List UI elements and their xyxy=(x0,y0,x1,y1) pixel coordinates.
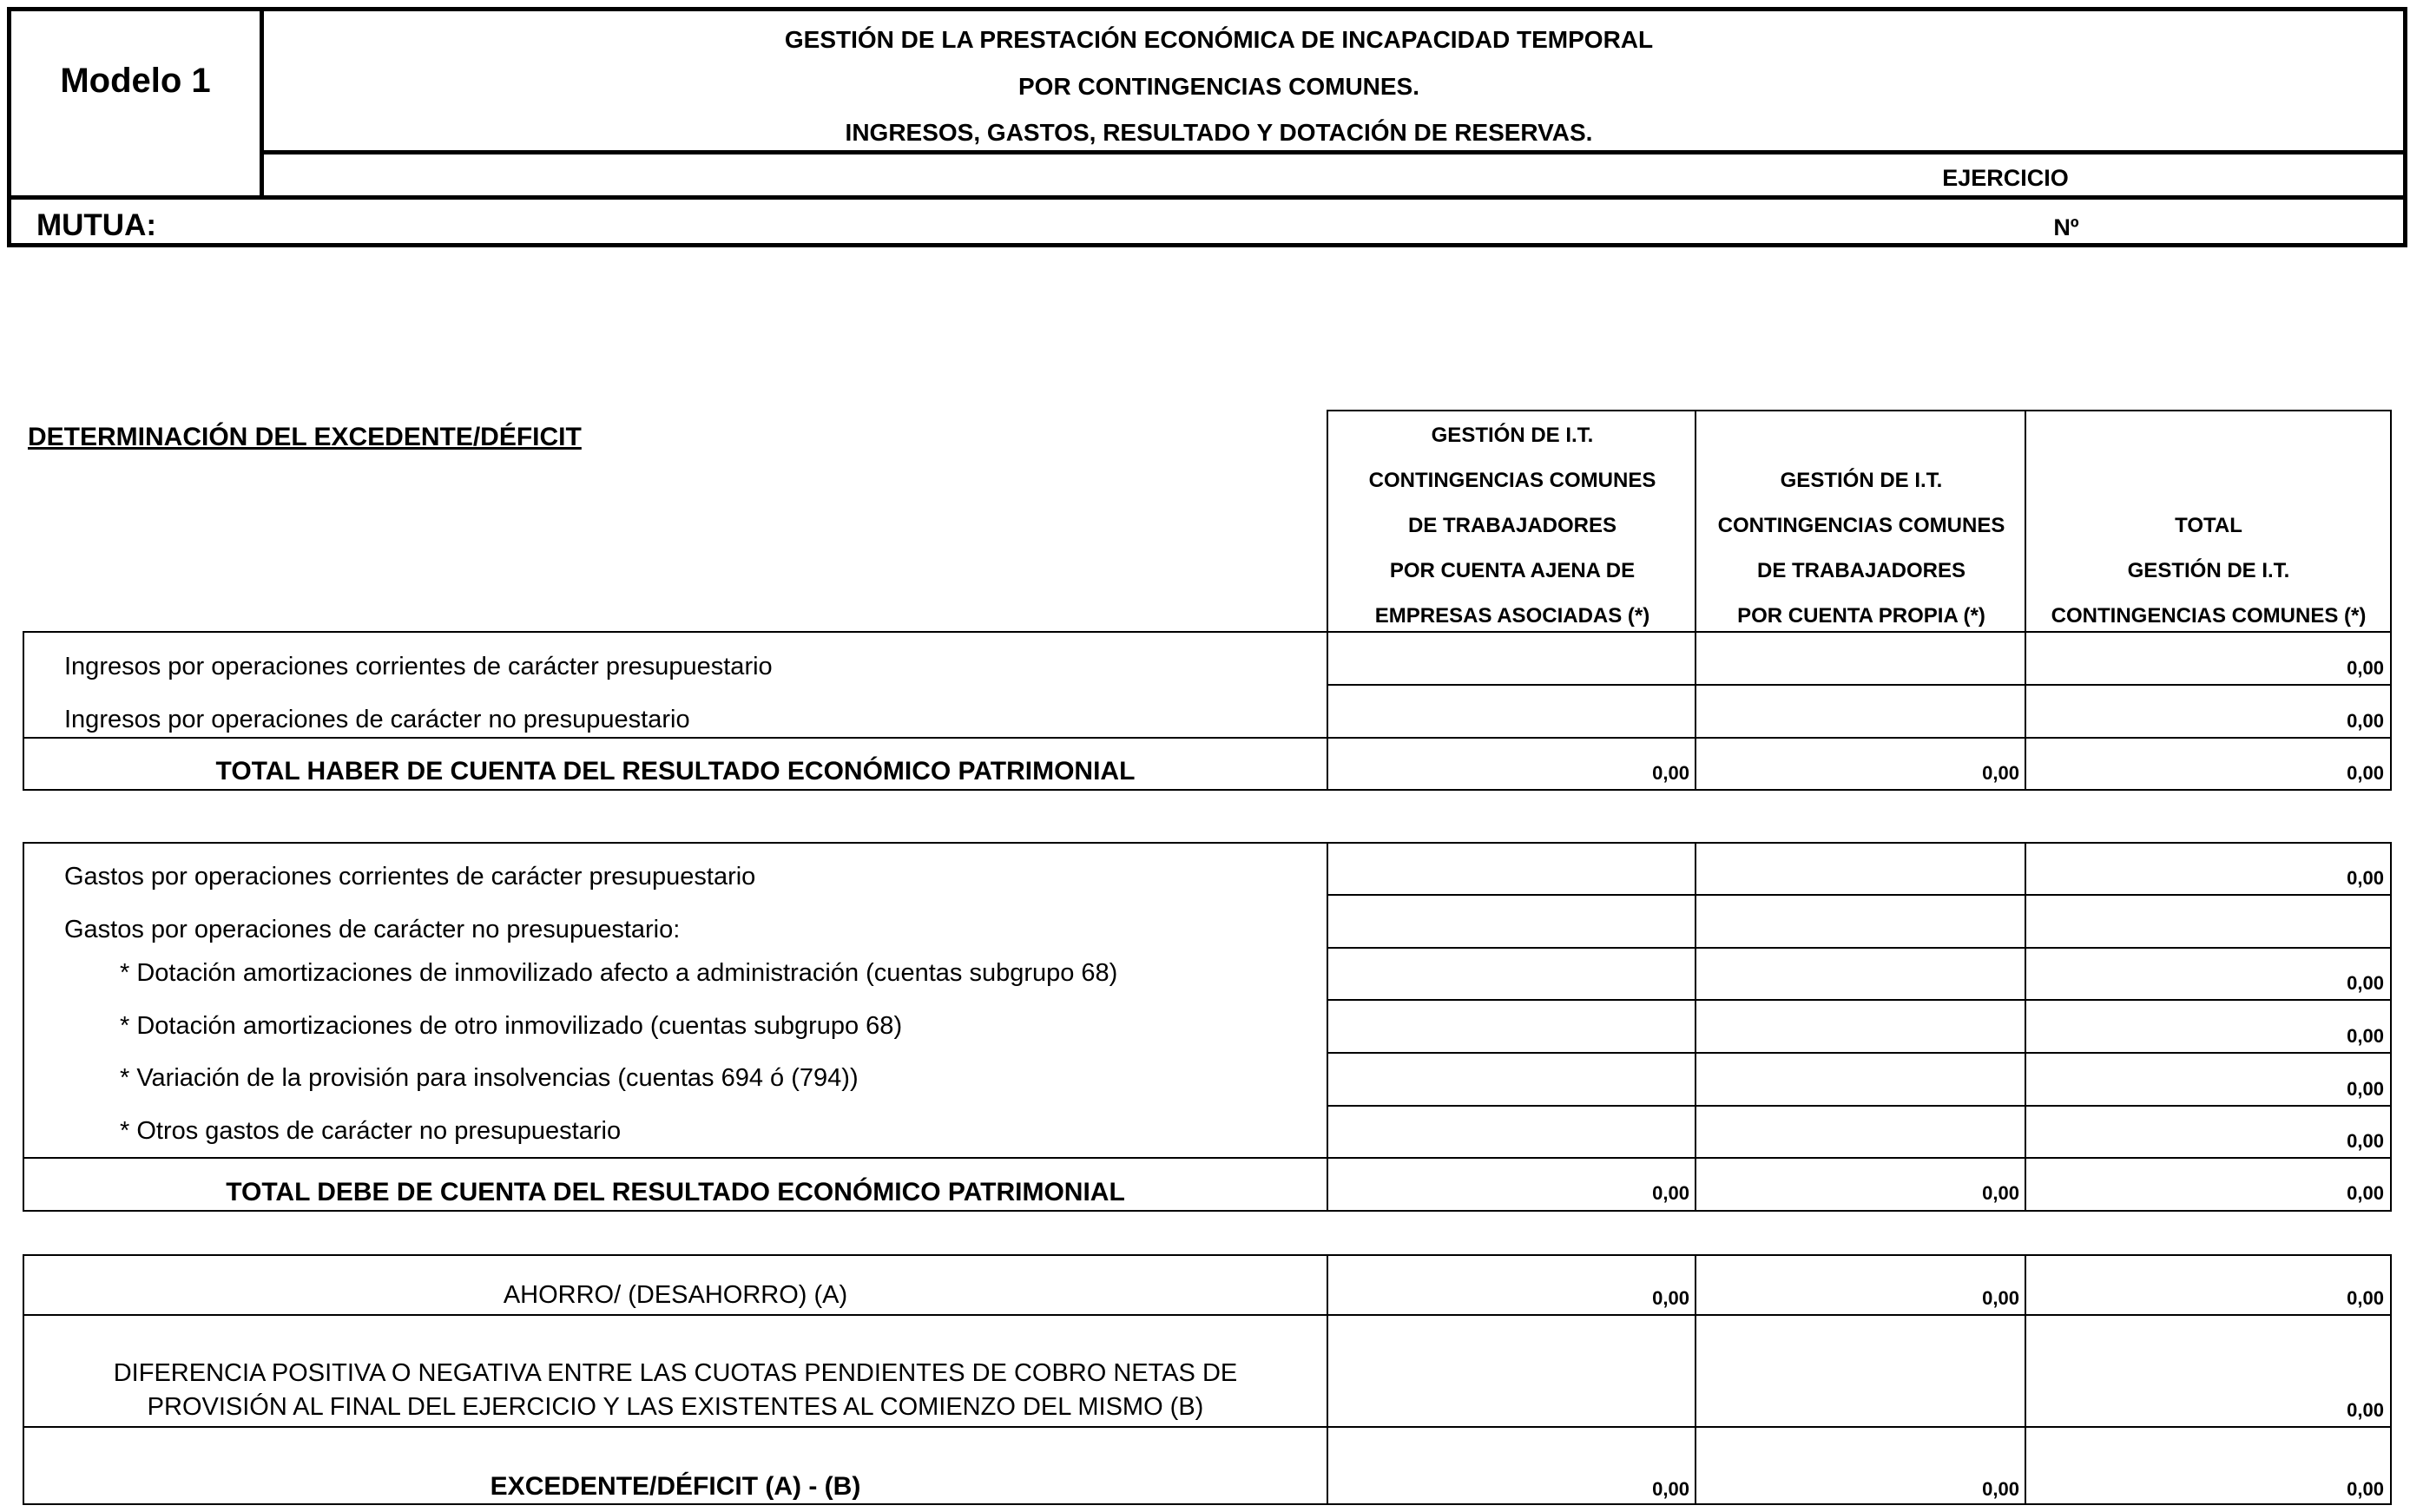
row-label: * Dotación amortizaciones de otro inmovilizado (cuentas subgrupo 68) xyxy=(120,1012,903,1040)
excedente-label: EXCEDENTE/DÉFICIT (A) - (B) xyxy=(490,1472,861,1501)
ejercicio-label: EJERCICIO xyxy=(1942,165,2069,191)
cell-value: 0,00 xyxy=(2347,867,2384,889)
model-label: Modelo 1 xyxy=(60,61,211,100)
cell-value: 0,00 xyxy=(2347,1478,2384,1500)
grid-line xyxy=(23,842,24,1212)
grid-line xyxy=(1327,842,1328,1212)
cell-value: 0,00 xyxy=(2347,762,2384,784)
cell-value: 0,00 xyxy=(1982,1182,2019,1204)
grid-line xyxy=(23,737,2392,739)
cell-value: 0,00 xyxy=(2347,972,2384,994)
cell-value: 0,00 xyxy=(2347,1078,2384,1100)
diferencia-label-line-1: DIFERENCIA POSITIVA O NEGATIVA ENTRE LAS CUOTAS PENDIENTES DE COBRO NETAS DE xyxy=(113,1359,1238,1387)
cell-value: 0,00 xyxy=(2347,710,2384,732)
numero-label: Nº xyxy=(2053,214,2079,240)
form-title-line-1: GESTIÓN DE LA PRESTACIÓN ECONÓMICA DE INCAPACIDAD TEMPORAL xyxy=(784,26,1654,53)
grid-line xyxy=(2025,410,2026,791)
grid-line xyxy=(23,631,2392,633)
grid-line xyxy=(1327,894,2392,896)
column-header-propia: GESTIÓN DE I.T. CONTINGENCIAS COMUNES DE TRABAJADORES POR CUENTA PROPIA (*) xyxy=(1717,469,2005,628)
grid-line xyxy=(2025,1254,2026,1505)
grid-line xyxy=(1327,999,2392,1001)
header-divider xyxy=(7,195,2407,200)
grid-line xyxy=(1327,410,1328,791)
total-haber-label: TOTAL HABER DE CUENTA DEL RESULTADO ECONÓMICO PATRIMONIAL xyxy=(215,757,1136,786)
row-label: * Dotación amortizaciones de inmovilizado afecto a administración (cuentas subgrupo 68) xyxy=(120,959,1118,987)
grid-line xyxy=(23,1314,2392,1316)
cell-value: 0,00 xyxy=(1652,1182,1689,1204)
cell-value: 0,00 xyxy=(2347,1287,2384,1309)
row-label: * Variación de la provisión para insolvencias (cuentas 694 ó (794)) xyxy=(120,1064,859,1092)
form-title-line-3: INGRESOS, GASTOS, RESULTADO Y DOTACIÓN DE RESERVAS. xyxy=(845,119,1593,146)
grid-line xyxy=(23,1254,2392,1256)
grid-line xyxy=(2390,842,2392,1212)
grid-line xyxy=(1327,947,2392,949)
cell-value: 0,00 xyxy=(1982,1478,2019,1500)
grid-line xyxy=(23,1157,2392,1159)
row-label: Ingresos por operaciones corrientes de carácter presupuestario xyxy=(64,653,773,680)
grid-line xyxy=(23,1503,2392,1505)
mutua-label: MUTUA: xyxy=(36,208,157,242)
column-header-ajena: GESTIÓN DE I.T. CONTINGENCIAS COMUNES DE TRABAJADORES POR CUENTA AJENA DE EMPRESAS ASOCIADAS (*) xyxy=(1368,424,1656,628)
grid-line xyxy=(2390,1254,2392,1505)
cell-value: 0,00 xyxy=(1652,1287,1689,1309)
grid-line xyxy=(23,1210,2392,1212)
cell-value: 0,00 xyxy=(2347,1182,2384,1204)
grid-line xyxy=(1695,410,1696,791)
grid-line xyxy=(1327,684,2392,686)
grid-line xyxy=(1695,842,1696,1212)
diferencia-label-line-2: PROVISIÓN AL FINAL DEL EJERCICIO Y LAS EXISTENTES AL COMIENZO DEL MISMO (B) xyxy=(147,1393,1204,1421)
cell-value: 0,00 xyxy=(2347,1025,2384,1047)
cell-value: 0,00 xyxy=(1652,762,1689,784)
grid-line xyxy=(23,789,2392,791)
grid-line xyxy=(1327,410,2392,411)
cell-value: 0,00 xyxy=(2347,657,2384,679)
section-title: DETERMINACIÓN DEL EXCEDENTE/DÉFICIT xyxy=(28,423,582,451)
grid-line xyxy=(23,842,2392,844)
grid-line xyxy=(2390,410,2392,791)
grid-line xyxy=(1327,1052,2392,1054)
grid-line xyxy=(1327,1105,2392,1107)
grid-line xyxy=(2025,842,2026,1212)
grid-line xyxy=(23,1426,2392,1428)
ahorro-label: AHORRO/ (DESAHORRO) (A) xyxy=(503,1281,848,1309)
row-label: Ingresos por operaciones de carácter no presupuestario xyxy=(64,706,690,733)
row-label: Gastos por operaciones corrientes de carácter presupuestario xyxy=(64,863,756,891)
row-label: * Otros gastos de carácter no presupuestario xyxy=(120,1117,622,1145)
cell-value: 0,00 xyxy=(1652,1478,1689,1500)
cell-value: 0,00 xyxy=(2347,1130,2384,1152)
form-title-line-2: POR CONTINGENCIAS COMUNES. xyxy=(1017,73,1420,100)
total-debe-label: TOTAL DEBE DE CUENTA DEL RESULTADO ECONÓMICO PATRIMONIAL xyxy=(226,1178,1125,1206)
column-header-total: TOTAL GESTIÓN DE I.T. CONTINGENCIAS COMUNES (*) xyxy=(2051,514,2367,628)
header-divider xyxy=(260,150,2407,154)
cell-value: 0,00 xyxy=(1982,1287,2019,1309)
row-label: Gastos por operaciones de carácter no presupuestario: xyxy=(64,916,681,943)
cell-value: 0,00 xyxy=(2347,1399,2384,1421)
cell-value: 0,00 xyxy=(1982,762,2019,784)
